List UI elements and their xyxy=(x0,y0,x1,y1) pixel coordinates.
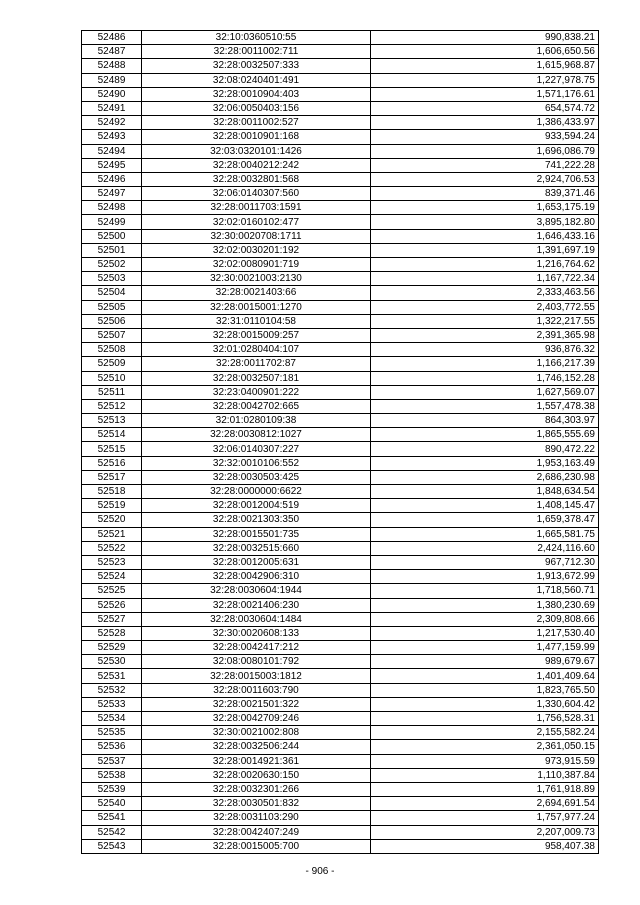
row-number-cell: 52518 xyxy=(82,485,142,499)
row-number-cell: 52498 xyxy=(82,201,142,215)
cadastral-number-cell: 32:28:0040212:242 xyxy=(142,158,371,172)
cadastral-number-cell: 32:28:0030503:425 xyxy=(142,470,371,484)
cadastral-number-cell: 32:30:0020608:133 xyxy=(142,626,371,640)
table-row xyxy=(82,485,599,499)
value-cell: 1,571,176.61 xyxy=(371,87,599,101)
row-number-cell: 52516 xyxy=(82,456,142,470)
value-cell: 1,477,159.99 xyxy=(371,641,599,655)
row-number-cell: 52509 xyxy=(82,357,142,371)
value-cell: 1,408,145.47 xyxy=(371,499,599,513)
table-row xyxy=(82,172,599,186)
table-row xyxy=(82,626,599,640)
value-cell: 1,718,560.71 xyxy=(371,584,599,598)
value-cell: 1,401,409.64 xyxy=(371,669,599,683)
value-cell: 1,865,555.69 xyxy=(371,428,599,442)
value-cell: 741,222.28 xyxy=(371,158,599,172)
table-row xyxy=(82,144,599,158)
row-number-cell: 52519 xyxy=(82,499,142,513)
row-number-cell: 52525 xyxy=(82,584,142,598)
table-row xyxy=(82,116,599,130)
table-row xyxy=(82,59,599,73)
cadastral-number-cell: 32:02:0080901:719 xyxy=(142,258,371,272)
cadastral-number-cell: 32:30:0021002:808 xyxy=(142,726,371,740)
value-cell: 1,659,378.47 xyxy=(371,513,599,527)
table-row xyxy=(82,811,599,825)
value-cell: 936,876.32 xyxy=(371,343,599,357)
row-number-cell: 52505 xyxy=(82,300,142,314)
row-number-cell: 52538 xyxy=(82,768,142,782)
cadastral-number-cell: 32:10:0360510:55 xyxy=(142,31,371,45)
cadastral-number-cell: 32:28:0015005:700 xyxy=(142,839,371,853)
cadastral-number-cell: 32:28:0042709:246 xyxy=(142,712,371,726)
cadastral-number-cell: 32:30:0020708:1711 xyxy=(142,229,371,243)
row-number-cell: 52500 xyxy=(82,229,142,243)
table-row xyxy=(82,712,599,726)
cadastral-number-cell: 32:28:0032801:568 xyxy=(142,172,371,186)
table-row xyxy=(82,697,599,711)
row-number-cell: 52486 xyxy=(82,31,142,45)
row-number-cell: 52527 xyxy=(82,612,142,626)
registry-table xyxy=(81,30,599,854)
table-row xyxy=(82,726,599,740)
value-cell: 839,371.46 xyxy=(371,187,599,201)
row-number-cell: 52535 xyxy=(82,726,142,740)
row-number-cell: 52507 xyxy=(82,328,142,342)
table-row xyxy=(82,513,599,527)
row-number-cell: 52510 xyxy=(82,371,142,385)
row-number-cell: 52491 xyxy=(82,101,142,115)
row-number-cell: 52508 xyxy=(82,343,142,357)
value-cell: 1,823,765.50 xyxy=(371,683,599,697)
table-row xyxy=(82,499,599,513)
cadastral-number-cell: 32:28:0032301:266 xyxy=(142,782,371,796)
table-row xyxy=(82,428,599,442)
cadastral-number-cell: 32:28:0042702:665 xyxy=(142,399,371,413)
table-row xyxy=(82,343,599,357)
value-cell: 2,391,365.98 xyxy=(371,328,599,342)
value-cell: 2,155,582.24 xyxy=(371,726,599,740)
table-row xyxy=(82,87,599,101)
cadastral-number-cell: 32:28:0020630:150 xyxy=(142,768,371,782)
cadastral-number-cell: 32:28:0021406:230 xyxy=(142,598,371,612)
cadastral-number-cell: 32:01:0280404:107 xyxy=(142,343,371,357)
table-row xyxy=(82,31,599,45)
cadastral-number-cell: 32:28:0011702:87 xyxy=(142,357,371,371)
row-number-cell: 52502 xyxy=(82,258,142,272)
table-row xyxy=(82,527,599,541)
row-number-cell: 52497 xyxy=(82,187,142,201)
table-row xyxy=(82,371,599,385)
cadastral-number-cell: 32:06:0140307:560 xyxy=(142,187,371,201)
value-cell: 890,472.22 xyxy=(371,442,599,456)
cadastral-number-cell: 32:28:0011002:527 xyxy=(142,116,371,130)
row-number-cell: 52488 xyxy=(82,59,142,73)
row-number-cell: 52533 xyxy=(82,697,142,711)
table-row xyxy=(82,158,599,172)
cadastral-number-cell: 32:28:0015501:735 xyxy=(142,527,371,541)
value-cell: 1,615,968.87 xyxy=(371,59,599,73)
table-row xyxy=(82,839,599,853)
row-number-cell: 52512 xyxy=(82,399,142,413)
value-cell: 1,627,569.07 xyxy=(371,385,599,399)
row-number-cell: 52487 xyxy=(82,45,142,59)
cadastral-number-cell: 32:28:0042417:212 xyxy=(142,641,371,655)
table-row xyxy=(82,754,599,768)
value-cell: 1,386,433.97 xyxy=(371,116,599,130)
table-row xyxy=(82,555,599,569)
table-row xyxy=(82,414,599,428)
table-row xyxy=(82,272,599,286)
table-row xyxy=(82,73,599,87)
row-number-cell: 52526 xyxy=(82,598,142,612)
cadastral-number-cell: 32:28:0012004:519 xyxy=(142,499,371,513)
cadastral-number-cell: 32:28:0015003:1812 xyxy=(142,669,371,683)
value-cell: 1,953,163.49 xyxy=(371,456,599,470)
value-cell: 1,746,152.28 xyxy=(371,371,599,385)
table-row xyxy=(82,641,599,655)
cadastral-number-cell: 32:28:0030604:1484 xyxy=(142,612,371,626)
row-number-cell: 52504 xyxy=(82,286,142,300)
cadastral-number-cell: 32:28:0014921:361 xyxy=(142,754,371,768)
row-number-cell: 52537 xyxy=(82,754,142,768)
table-row xyxy=(82,201,599,215)
table-row xyxy=(82,258,599,272)
row-number-cell: 52499 xyxy=(82,215,142,229)
table-row xyxy=(82,45,599,59)
value-cell: 2,694,691.54 xyxy=(371,797,599,811)
row-number-cell: 52540 xyxy=(82,797,142,811)
value-cell: 1,696,086.79 xyxy=(371,144,599,158)
cadastral-number-cell: 32:28:0032507:333 xyxy=(142,59,371,73)
table-row xyxy=(82,101,599,115)
table-row xyxy=(82,286,599,300)
value-cell: 967,712.30 xyxy=(371,555,599,569)
cadastral-number-cell: 32:01:0280109:38 xyxy=(142,414,371,428)
value-cell: 2,924,706.53 xyxy=(371,172,599,186)
value-cell: 1,606,650.56 xyxy=(371,45,599,59)
value-cell: 2,424,116.60 xyxy=(371,541,599,555)
value-cell: 1,167,722.34 xyxy=(371,272,599,286)
table-row xyxy=(82,570,599,584)
row-number-cell: 52541 xyxy=(82,811,142,825)
value-cell: 1,646,433.16 xyxy=(371,229,599,243)
table-row xyxy=(82,442,599,456)
cadastral-number-cell: 32:28:0031103:290 xyxy=(142,811,371,825)
row-number-cell: 52539 xyxy=(82,782,142,796)
row-number-cell: 52536 xyxy=(82,740,142,754)
cadastral-number-cell: 32:28:0021501:322 xyxy=(142,697,371,711)
value-cell: 2,686,230.98 xyxy=(371,470,599,484)
value-cell: 1,913,672.99 xyxy=(371,570,599,584)
value-cell: 1,756,528.31 xyxy=(371,712,599,726)
row-number-cell: 52511 xyxy=(82,385,142,399)
table-row xyxy=(82,541,599,555)
row-number-cell: 52520 xyxy=(82,513,142,527)
value-cell: 989,679.67 xyxy=(371,655,599,669)
row-number-cell: 52542 xyxy=(82,825,142,839)
table-row xyxy=(82,598,599,612)
table-row xyxy=(82,328,599,342)
table-row xyxy=(82,584,599,598)
cadastral-number-cell: 32:06:0140307:227 xyxy=(142,442,371,456)
cadastral-number-cell: 32:28:0015001:1270 xyxy=(142,300,371,314)
row-number-cell: 52543 xyxy=(82,839,142,853)
cadastral-number-cell: 32:02:0030201:192 xyxy=(142,243,371,257)
row-number-cell: 52493 xyxy=(82,130,142,144)
table-row xyxy=(82,740,599,754)
cadastral-number-cell: 32:28:0042906:310 xyxy=(142,570,371,584)
row-number-cell: 52503 xyxy=(82,272,142,286)
cadastral-number-cell: 32:03:0320101:1426 xyxy=(142,144,371,158)
row-number-cell: 52501 xyxy=(82,243,142,257)
value-cell: 1,653,175.19 xyxy=(371,201,599,215)
table-row xyxy=(82,797,599,811)
cadastral-number-cell: 32:23:0400901:222 xyxy=(142,385,371,399)
value-cell: 1,217,530.40 xyxy=(371,626,599,640)
value-cell: 1,848,634.54 xyxy=(371,485,599,499)
value-cell: 1,110,387.84 xyxy=(371,768,599,782)
row-number-cell: 52492 xyxy=(82,116,142,130)
row-number-cell: 52494 xyxy=(82,144,142,158)
table-row xyxy=(82,399,599,413)
row-number-cell: 52530 xyxy=(82,655,142,669)
value-cell: 973,915.59 xyxy=(371,754,599,768)
value-cell: 654,574.72 xyxy=(371,101,599,115)
cadastral-number-cell: 32:28:0030812:1027 xyxy=(142,428,371,442)
row-number-cell: 52515 xyxy=(82,442,142,456)
value-cell: 2,333,463.56 xyxy=(371,286,599,300)
cadastral-number-cell: 32:28:0015009:257 xyxy=(142,328,371,342)
table-row xyxy=(82,683,599,697)
value-cell: 933,594.24 xyxy=(371,130,599,144)
row-number-cell: 52524 xyxy=(82,570,142,584)
row-number-cell: 52514 xyxy=(82,428,142,442)
row-number-cell: 52506 xyxy=(82,314,142,328)
row-number-cell: 52496 xyxy=(82,172,142,186)
cadastral-number-cell: 32:28:0021403:66 xyxy=(142,286,371,300)
cadastral-number-cell: 32:28:0011002:711 xyxy=(142,45,371,59)
cadastral-number-cell: 32:28:0042407:249 xyxy=(142,825,371,839)
value-cell: 1,380,230.69 xyxy=(371,598,599,612)
cadastral-number-cell: 32:30:0021003:2130 xyxy=(142,272,371,286)
value-cell: 2,361,050.15 xyxy=(371,740,599,754)
cadastral-number-cell: 32:06:0050403:156 xyxy=(142,101,371,115)
row-number-cell: 52490 xyxy=(82,87,142,101)
cadastral-number-cell: 32:28:0030501:832 xyxy=(142,797,371,811)
table-row xyxy=(82,825,599,839)
table-row xyxy=(82,215,599,229)
row-number-cell: 52532 xyxy=(82,683,142,697)
cadastral-number-cell: 32:02:0160102:477 xyxy=(142,215,371,229)
cadastral-number-cell: 32:28:0011603:790 xyxy=(142,683,371,697)
row-number-cell: 52495 xyxy=(82,158,142,172)
table-row xyxy=(82,612,599,626)
value-cell: 2,403,772.55 xyxy=(371,300,599,314)
table-row xyxy=(82,385,599,399)
cadastral-number-cell: 32:28:0032515:660 xyxy=(142,541,371,555)
value-cell: 990,838.21 xyxy=(371,31,599,45)
table-row xyxy=(82,655,599,669)
table-row xyxy=(82,229,599,243)
value-cell: 1,557,478.38 xyxy=(371,399,599,413)
value-cell: 958,407.38 xyxy=(371,839,599,853)
table-row xyxy=(82,243,599,257)
cadastral-number-cell: 32:28:0030604:1944 xyxy=(142,584,371,598)
value-cell: 1,322,217.55 xyxy=(371,314,599,328)
table-row xyxy=(82,768,599,782)
value-cell: 2,309,808.66 xyxy=(371,612,599,626)
value-cell: 1,391,697.19 xyxy=(371,243,599,257)
value-cell: 1,216,764.62 xyxy=(371,258,599,272)
value-cell: 1,330,604.42 xyxy=(371,697,599,711)
page-number: - 906 - xyxy=(305,866,335,877)
value-cell: 1,166,217.39 xyxy=(371,357,599,371)
value-cell: 2,207,009.73 xyxy=(371,825,599,839)
cadastral-number-cell: 32:08:0080101:792 xyxy=(142,655,371,669)
row-number-cell: 52489 xyxy=(82,73,142,87)
table-row xyxy=(82,187,599,201)
cadastral-number-cell: 32:08:0240401:491 xyxy=(142,73,371,87)
row-number-cell: 52521 xyxy=(82,527,142,541)
table-row xyxy=(82,300,599,314)
cadastral-number-cell: 32:31:0110104:58 xyxy=(142,314,371,328)
table-row xyxy=(82,357,599,371)
row-number-cell: 52531 xyxy=(82,669,142,683)
registry-table-body xyxy=(82,31,599,854)
table-row xyxy=(82,130,599,144)
table-row xyxy=(82,314,599,328)
cadastral-number-cell: 32:28:0011703:1591 xyxy=(142,201,371,215)
cadastral-number-cell: 32:28:0010901:168 xyxy=(142,130,371,144)
value-cell: 3,895,182.80 xyxy=(371,215,599,229)
value-cell: 864,303.97 xyxy=(371,414,599,428)
cadastral-number-cell: 32:32:0010106:552 xyxy=(142,456,371,470)
cadastral-number-cell: 32:28:0032507:181 xyxy=(142,371,371,385)
value-cell: 1,757,977.24 xyxy=(371,811,599,825)
cadastral-number-cell: 32:28:0010904:403 xyxy=(142,87,371,101)
row-number-cell: 52517 xyxy=(82,470,142,484)
cadastral-number-cell: 32:28:0032506:244 xyxy=(142,740,371,754)
row-number-cell: 52529 xyxy=(82,641,142,655)
row-number-cell: 52523 xyxy=(82,555,142,569)
value-cell: 1,761,918.89 xyxy=(371,782,599,796)
value-cell: 1,227,978.75 xyxy=(371,73,599,87)
table-row xyxy=(82,456,599,470)
table-row xyxy=(82,470,599,484)
table-row xyxy=(82,669,599,683)
row-number-cell: 52522 xyxy=(82,541,142,555)
cadastral-number-cell: 32:28:0021303:350 xyxy=(142,513,371,527)
row-number-cell: 52528 xyxy=(82,626,142,640)
row-number-cell: 52534 xyxy=(82,712,142,726)
cadastral-number-cell: 32:28:0000000:6622 xyxy=(142,485,371,499)
table-row xyxy=(82,782,599,796)
cadastral-number-cell: 32:28:0012005:631 xyxy=(142,555,371,569)
row-number-cell: 52513 xyxy=(82,414,142,428)
value-cell: 1,665,581.75 xyxy=(371,527,599,541)
